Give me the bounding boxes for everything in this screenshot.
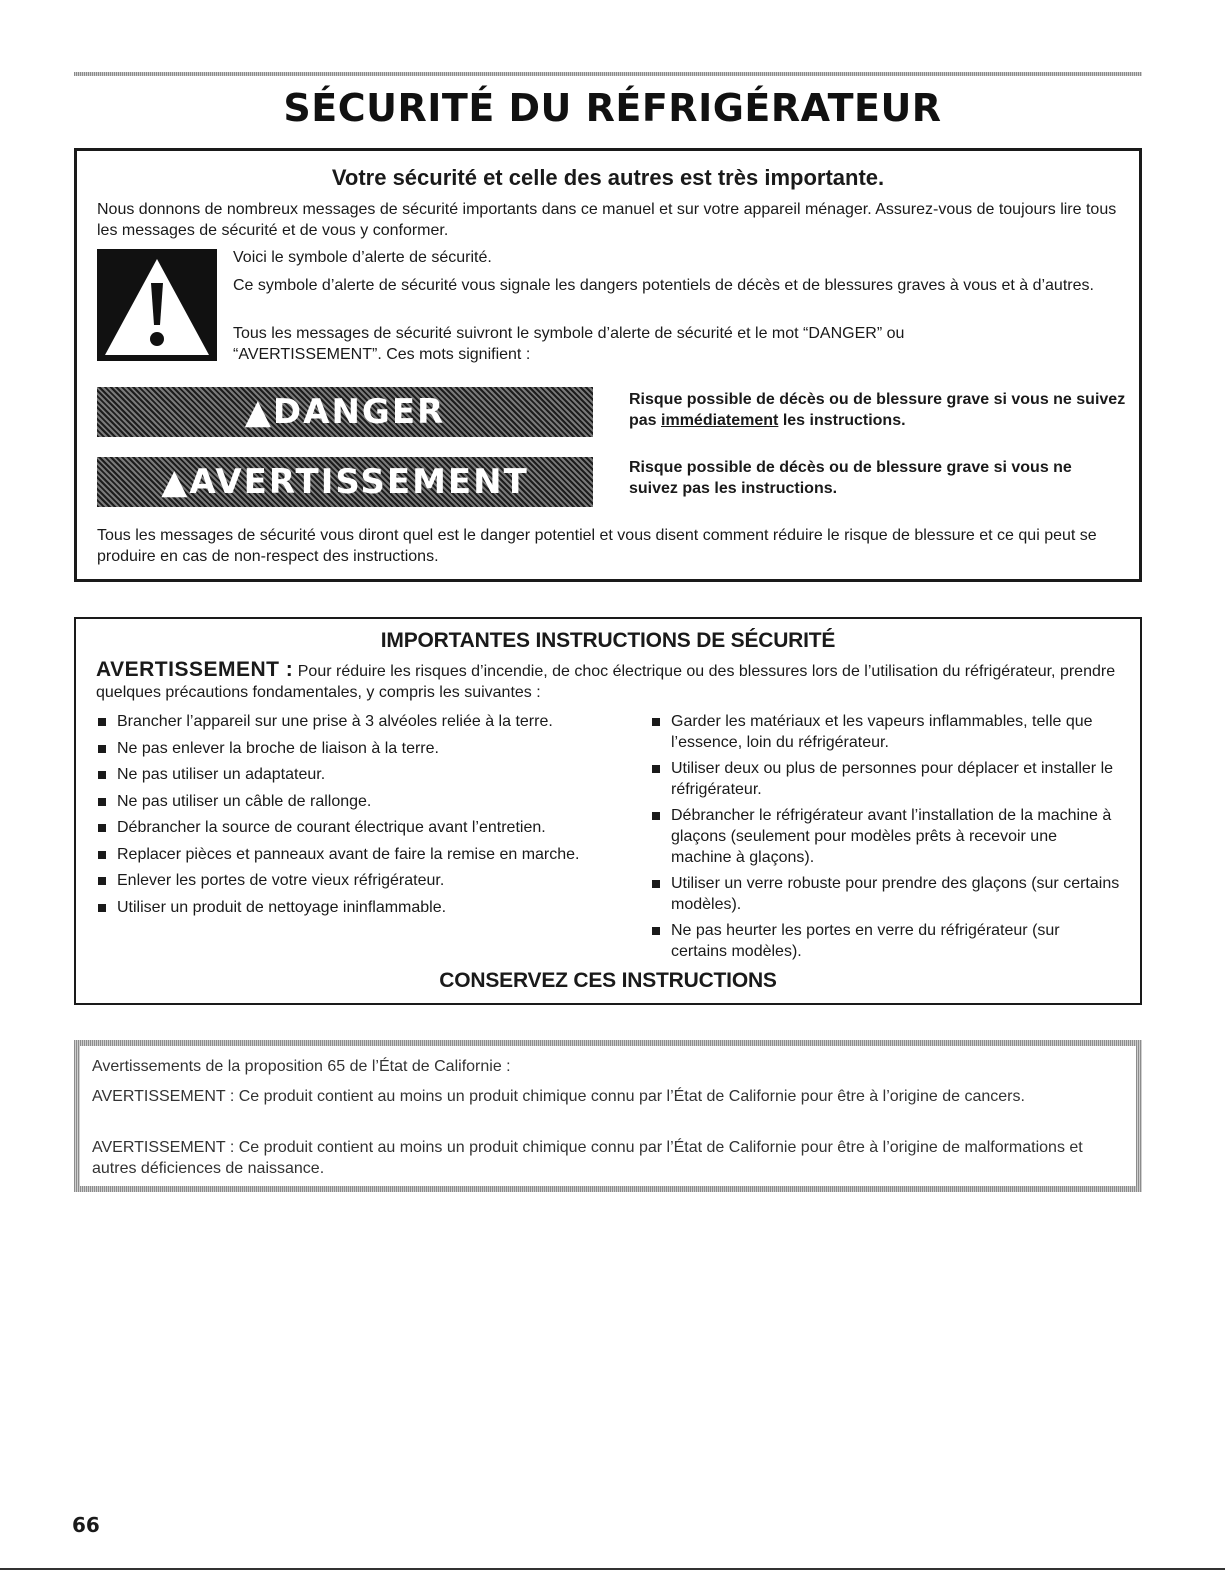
symbol-meaning: Ce symbole d’alerte de sécurité vous signale les dangers potentiels de décès et de blessures graves à vous et à d’autres. bbox=[233, 277, 1094, 294]
list-item: Brancher l’appareil sur une prise à 3 alvéoles reliée à la terre. bbox=[96, 711, 666, 732]
warning-label: AVERTISSEMENT bbox=[189, 462, 529, 502]
warning-banner bbox=[97, 457, 593, 507]
alert-symbol bbox=[97, 249, 217, 361]
instructions-box bbox=[74, 617, 1142, 1005]
safety-intro: Nous donnons de nombreux messages de sécurité importants dans ce manuel et sur votre appareil ménager. Assurez-vous de toujours lire tous les messages de sécurité et de vous y conformer. bbox=[97, 201, 1117, 239]
list-item: Replacer pièces et panneaux avant de faire la remise en marche. bbox=[96, 844, 666, 865]
list-item: Ne pas utiliser un adaptateur. bbox=[96, 764, 666, 785]
list-item: Ne pas heurter les portes en verre du réfrigérateur (sur certains modèles). bbox=[650, 920, 1120, 962]
signal-words-line: Tous les messages de sécurité suivront le symbole d’alerte de sécurité et le mot “DANGER” ou “AVERTISSEMENT”. Ces mots signifient : bbox=[233, 325, 905, 363]
instructions-warning bbox=[96, 659, 1116, 703]
page-title: SÉCURITÉ DU RÉFRIGÉRATEUR bbox=[283, 86, 942, 130]
danger-desc-after: les instructions. bbox=[778, 412, 906, 429]
list-item: Débrancher la source de courant électrique avant l’entretien. bbox=[96, 817, 666, 838]
prop65-cancer-warning: AVERTISSEMENT : Ce produit contient au moins un produit chimique connu par l’État de Californie pour être à l’origine de cancers. bbox=[92, 1088, 1025, 1105]
page-number: 66 bbox=[72, 1513, 100, 1537]
list-item: Utiliser un produit de nettoyage ininflammable. bbox=[96, 897, 666, 918]
warning-description: Risque possible de décès ou de blessure grave si vous ne suivez pas les instructions. bbox=[629, 459, 1072, 497]
instructions-footer: CONSERVEZ CES INSTRUCTIONS bbox=[439, 969, 777, 992]
instructions-warning-label: AVERTISSEMENT : bbox=[96, 658, 294, 681]
prop65-birth-warning: AVERTISSEMENT : Ce produit contient au moins un produit chimique connu par l’État de Californie pour être à l’origine de malformations et autres déficiences de naissance. bbox=[92, 1139, 1083, 1177]
bottom-rule bbox=[0, 1568, 1225, 1570]
prop65-box bbox=[74, 1040, 1142, 1192]
list-item: Utiliser un verre robuste pour prendre des glaçons (sur certains modèles). bbox=[650, 873, 1120, 915]
list-item: Utiliser deux ou plus de personnes pour déplacer et installer le réfrigérateur. bbox=[650, 758, 1120, 800]
symbol-line: Voici le symbole d’alerte de sécurité. bbox=[233, 249, 492, 266]
danger-triangle-icon: ▲ bbox=[244, 392, 273, 432]
danger-description bbox=[629, 389, 1134, 431]
safety-subheading: Votre sécurité et celle des autres est très importante. bbox=[331, 165, 885, 190]
danger-desc-underlined: immédiatement bbox=[661, 412, 779, 429]
instructions-title: IMPORTANTES INSTRUCTIONS DE SÉCURITÉ bbox=[380, 629, 836, 652]
top-rule bbox=[74, 72, 1142, 76]
alert-triangle-icon bbox=[97, 249, 217, 361]
prop65-box-inner bbox=[80, 1046, 1136, 1186]
right-instructions-list bbox=[650, 711, 1120, 967]
list-item: Garder les matériaux et les vapeurs inflammables, telle que l’essence, loin du réfrigérateur. bbox=[650, 711, 1120, 753]
list-item: Ne pas utiliser un câble de rallonge. bbox=[96, 791, 666, 812]
list-item: Enlever les portes de votre vieux réfrigérateur. bbox=[96, 870, 666, 891]
instructions-warning-text: Pour réduire les risques d’incendie, de choc électrique ou des blessures lors de l’utilisation du réfrigérateur, prendre quelques précautions fondamentales, y compris les suivantes : bbox=[96, 663, 1116, 701]
list-item: Débrancher le réfrigérateur avant l’installation de la machine à glaçons (seulement pour modèles prêts à recevoir une machine à glaçons). bbox=[650, 805, 1120, 868]
safety-box bbox=[74, 148, 1142, 582]
danger-banner bbox=[97, 387, 593, 437]
danger-desc-before: Risque possible de décès ou de blessure grave si vous ne suivez pas bbox=[629, 391, 1126, 429]
list-item: Ne pas enlever la broche de liaison à la terre. bbox=[96, 738, 666, 759]
prop65-heading: Avertissements de la proposition 65 de l’État de Californie : bbox=[92, 1058, 511, 1075]
safety-closing: Tous les messages de sécurité vous diront quel est le danger potentiel et vous disent comment réduire le risque de blessure et ce qui peut se produire en cas de non-respect des instructions. bbox=[97, 527, 1097, 565]
left-instructions-list bbox=[96, 711, 666, 923]
danger-label: DANGER bbox=[272, 392, 446, 432]
warning-triangle-icon: ▲ bbox=[161, 462, 190, 502]
